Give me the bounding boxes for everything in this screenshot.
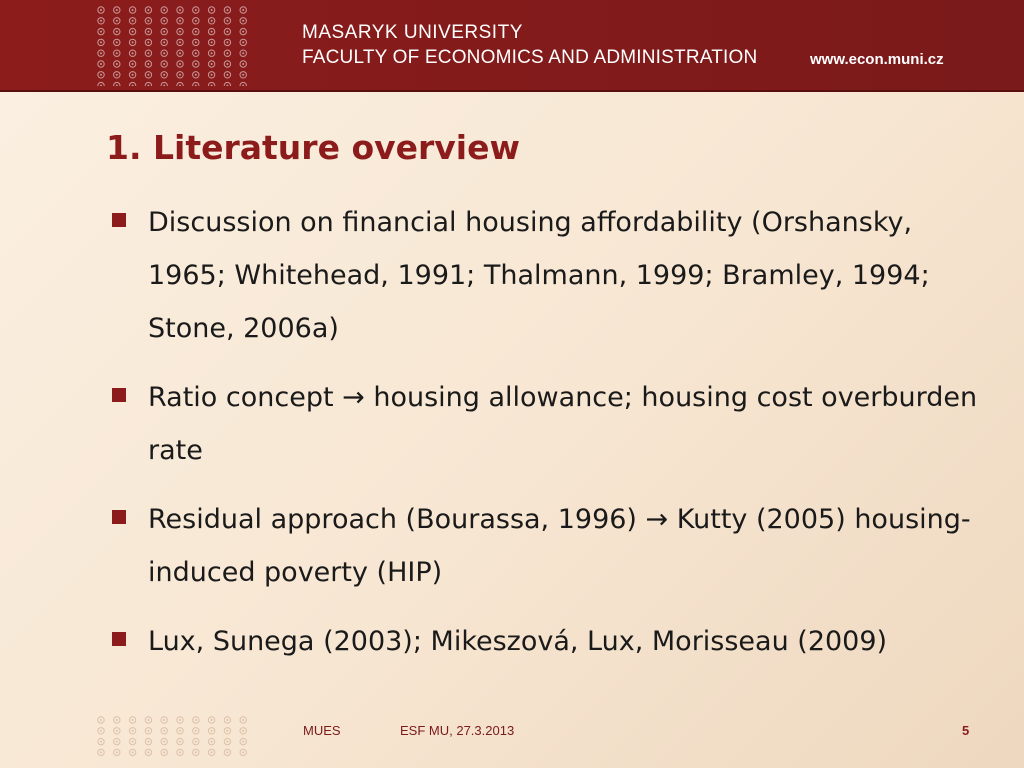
slide-title: 1. Literature overview (106, 128, 520, 167)
square-bullet-icon (112, 388, 126, 402)
bullet-text: Residual approach (Bourassa, 1996) → Kutty (2005) housing-induced poverty (HIP) (148, 504, 971, 588)
bullet-item (110, 196, 990, 355)
page-number: 5 (962, 723, 970, 738)
bullet-list (110, 196, 990, 684)
bullet-text: Ratio concept → housing allowance; housing cost overburden rate (148, 382, 978, 466)
footer-event-date: ESF MU, 27.3.2013 (400, 723, 515, 738)
bullet-item (110, 493, 990, 599)
bullet-text: Lux, Sunega (2003); Mikeszová, Lux, Morisseau (2009) (148, 626, 888, 657)
faculty-name: FACULTY OF ECONOMICS AND ADMINISTRATION (302, 47, 758, 68)
footer-dot-pattern (97, 716, 257, 766)
university-name: MASARYK UNIVERSITY (302, 22, 523, 43)
bullet-text: Discussion on financial housing affordability (Orshansky, 1965; Whitehead, 1991; Thalmann, 1999; Bramley, 1994; Stone, 2006a) (148, 207, 930, 344)
header-bar (0, 0, 1024, 92)
website-link[interactable]: www.econ.muni.cz (810, 51, 944, 68)
university-logo-pattern (97, 6, 257, 86)
footer-course-label: MUES (303, 723, 341, 738)
square-bullet-icon (112, 510, 126, 524)
bullet-item (110, 371, 990, 477)
square-bullet-icon (112, 632, 126, 646)
square-bullet-icon (112, 213, 126, 227)
bullet-item (110, 615, 990, 668)
